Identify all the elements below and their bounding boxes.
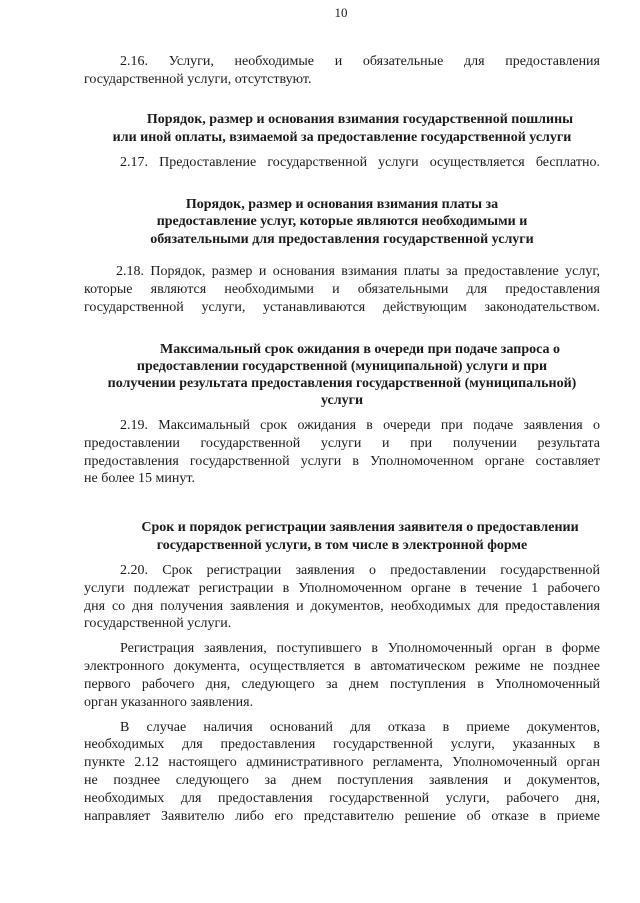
paragraph-line: 2.19. Максимальный срок ожидания в очереди при подаче заявления о [120, 418, 600, 433]
paragraph-line: услуги подлежат регистрации в Уполномоченном органе в течение 1 рабочего [84, 581, 600, 596]
paragraph-line: 2.17. Предоставление государственной услуги осуществляется бесплатно. [120, 155, 600, 170]
paragraph-line: направляет Заявителю либо его представителю решение об отказе в приеме [84, 809, 600, 824]
paragraph-line: не позднее следующего за днем поступления заявления и документов, [84, 773, 600, 788]
paragraph-line: предоставления государственной услуги в Уполномоченном органе составляет [84, 454, 600, 469]
heading-line: Порядок, размер и основания взимания платы за [185, 197, 499, 212]
paragraph-line: пункте 2.12 настоящего административного регламента, Уполномоченный орган [84, 755, 600, 770]
paragraph-line: 2.18. Порядок, размер и основания взимания платы за предоставление услуг, [116, 264, 600, 279]
paragraph-line: 2.16. Услуги, необходимые и обязательные для предоставления [120, 54, 600, 69]
paragraph-line: первого рабочего дня, следующего за днем поступления в Уполномоченный [84, 677, 600, 692]
paragraph-line: В случае наличия оснований для отказа в приеме документов, [120, 720, 600, 735]
paragraph-line: необходимых для предоставления государственной услуги, указанных в [84, 737, 600, 752]
paragraph-line: которые являются необходимыми и обязательными для предоставления [84, 282, 600, 297]
heading-line: предоставление услуг, которые являются необходимыми и [156, 214, 528, 229]
paragraph-line: государственной услуги, отсутствуют. [84, 72, 312, 87]
heading-line: Срок и порядок регистрации заявления заявителя о предоставлении [141, 520, 579, 535]
paragraph-line: орган указанного заявления. [84, 695, 254, 710]
paragraph-line: Регистрация заявления, поступившего в Уполномоченный орган в форме [120, 641, 600, 656]
heading-line: обязательными для предоставления государственной услуги [150, 232, 534, 247]
heading-line: предоставлении государственной (муниципальной) услуги и при [136, 359, 548, 374]
paragraph-line: не более 15 минут. [84, 471, 195, 486]
heading-line: Максимальный срок ожидания в очереди при подаче запроса о [160, 342, 560, 357]
page-number: 10 [334, 5, 348, 20]
paragraph-line: государственной услуги. [84, 616, 232, 631]
paragraph-line: необходимых для предоставления государственной услуги, рабочего дня, [84, 791, 600, 806]
heading-line: получении результата предоставления государственной (муниципальной) [107, 376, 577, 391]
heading-line: Порядок, размер и основания взимания государственной пошлины [146, 112, 574, 127]
paragraph-line: государственной услуги, устанавливаются действующим законодательством. [84, 300, 600, 315]
paragraph-line: предоставлении государственной услуги и при получении результата [84, 436, 600, 451]
paragraph-line: 2.20. Срок регистрации заявления о предоставлении государственной [120, 563, 600, 578]
paragraph-line: дня со дня получения заявления и документов, необходимых для предоставления [84, 599, 600, 614]
paragraph-line: электронного документа, осуществляется в автоматическом режиме не позднее [84, 659, 600, 674]
heading-line: услуги [320, 393, 364, 408]
heading-line: государственной услуги, в том числе в электронной форме [156, 538, 528, 553]
heading-line: или иной оплаты, взимаемой за предоставление государственной услуги [112, 130, 572, 145]
